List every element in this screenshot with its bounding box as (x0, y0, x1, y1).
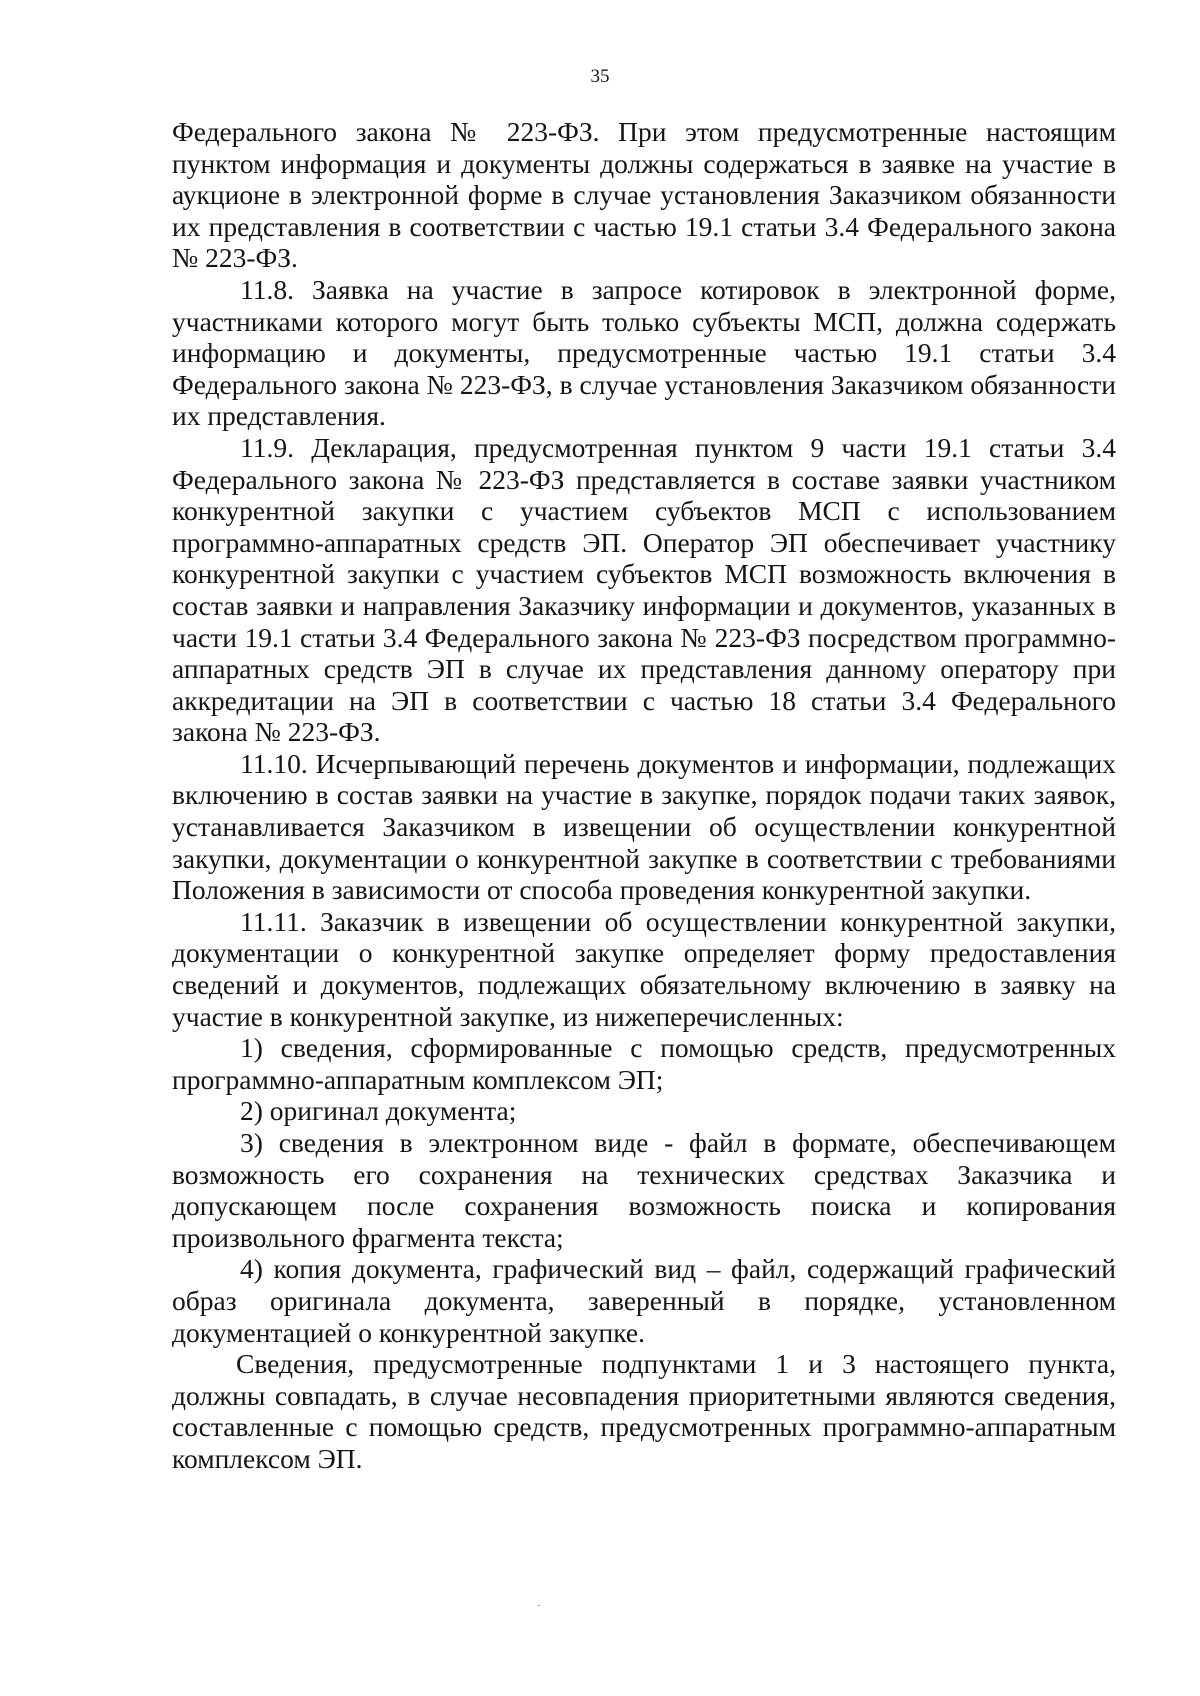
paragraph-11-8: 11.8. Заявка на участие в запросе котировок в электронной форме, участниками которого могут быть только субъекты МСП, должна содержать информацию и документы, предусмотренные частью 19.1 статьи 3.4 Федерального закона № 223-ФЗ, в случае установления Заказчиком обязанности их представления. (172, 273, 1116, 432)
list-item-4: 4) копия документа, графический вид – файл, содержащий графический образ оригинала документа, заверенный в порядке, установленном документацией о конкурентной закупке. (172, 1253, 1116, 1348)
document-body (172, 116, 1116, 1475)
list-item-2: 2) оригинал документа; (240, 1095, 517, 1127)
paragraph-11-11: 11.11. Заказчик в извещении об осуществлении конкурентной закупки, документации о конкурентной закупке определяет форму предоставления сведений и документов, подлежащих обязательному включению в заявку на участие в конкурентной закупке, из нижеперечисленных: (172, 905, 1116, 1032)
paragraph-11-10: 11.10. Исчерпывающий перечень документов и информации, подлежащих включению в состав заявки на участие в закупке, порядок подачи таких заявок, устанавливается Заказчиком в извещении об осуществлении конкурентной закупки, документации о конкурентной закупке в соответствии с требованиями Положения в зависимости от способа проведения конкурентной закупки. (172, 747, 1116, 906)
list-item-1: 1) сведения, сформированные с помощью средств, предусмотренных программно-аппаратным комплексом ЭП; (172, 1032, 1116, 1095)
paragraph-11-9: 11.9. Декларация, предусмотренная пунктом 9 части 19.1 статьи 3.4 Федерального закона № 223-ФЗ представляется в составе заявки участником конкурентной закупки с участием субъектов МСП с использованием программно-аппаратных средств ЭП. Оператор ЭП обеспечивает участнику конкурентной закупки с участием субъектов МСП возможность включения в состав заявки и направления Заказчику информации и документов, указанных в части 19.1 статьи 3.4 Федерального закона № 223-ФЗ посредством программно-аппаратных средств ЭП в случае их представления данному оператору при аккредитации на ЭП в соответствии с частью 18 статьи 3.4 Федерального закона № 223-ФЗ. (172, 431, 1116, 748)
paragraph-final: Сведения, предусмотренные подпунктами 1 и 3 настоящего пункта, должны совпадать, в случае несовпадения приоритетными являются сведения, составленные с помощью средств, предусмотренных программно-аппаратным комплексом ЭП. (172, 1348, 1116, 1474)
list-item-3: 3) сведения в электронном виде - файл в формате, обеспечивающем возможность его сохранения на технических средствах Заказчика и допускающем после сохранения возможность поиска и копирования произвольного фрагмента текста; (172, 1127, 1116, 1253)
scan-speck (538, 1605, 540, 1606)
paragraph-continuation: Федерального закона № 223-ФЗ. При этом предусмотренные настоящим пунктом информация и документы должны содержаться в заявке на участие в аукционе в электронной форме в случае установления Заказчиком обязанности их представления в соответствии с частью 19.1 статьи 3.4 Федерального закона № 223-ФЗ. (172, 116, 1116, 274)
page-number: 35 (590, 66, 610, 87)
